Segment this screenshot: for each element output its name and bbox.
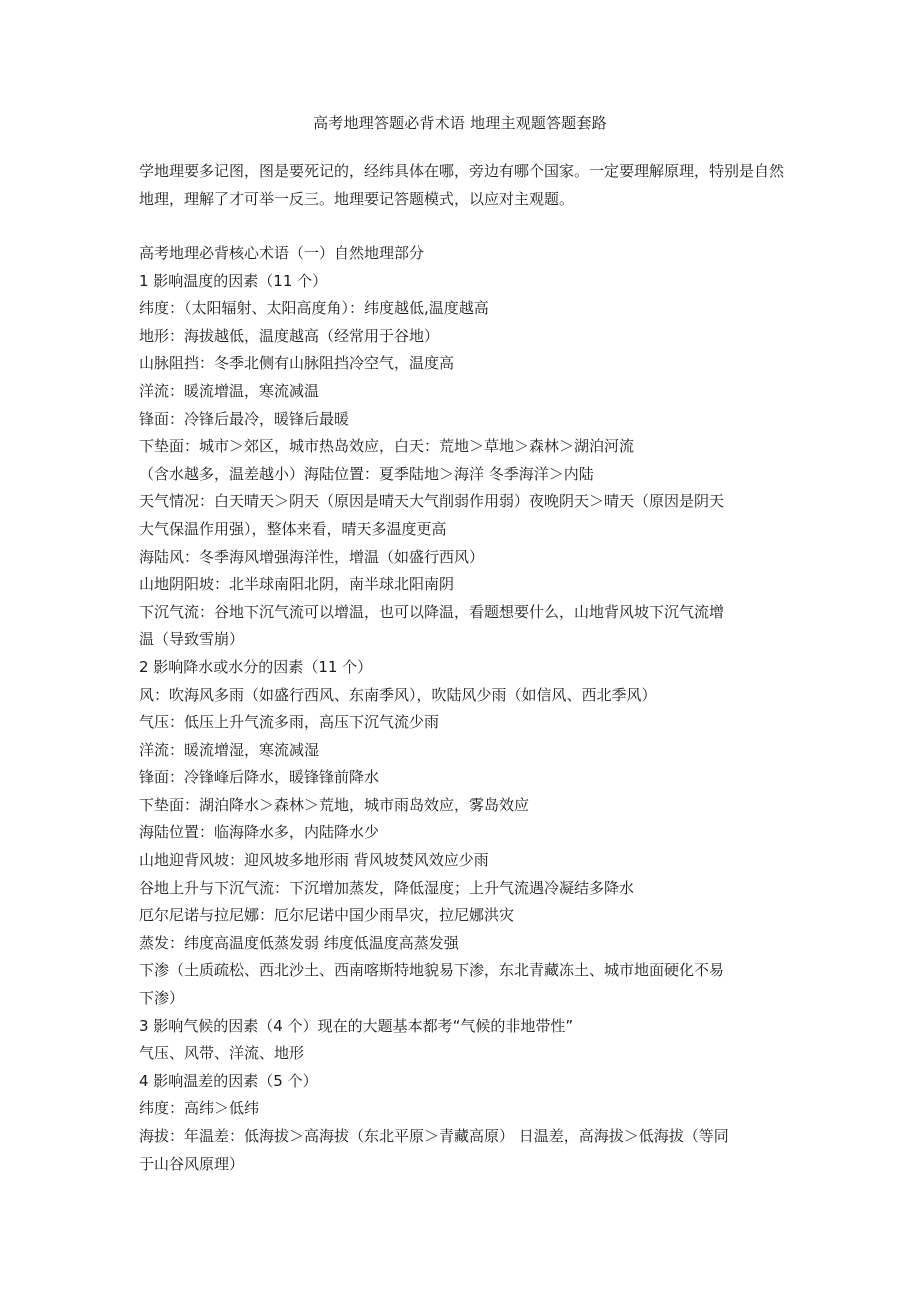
text-line: 锋面：冷锋后最冷，暖锋后最暖 — [139, 409, 350, 428]
text-line: 下渗） — [139, 989, 185, 1008]
text-line: 海陆风：冬季海风增强海洋性，增温（如盛行西风） — [139, 547, 485, 566]
text-line: 洋流：暖流增湿，寒流减湿 — [139, 740, 320, 759]
text-line: 蒸发：纬度高温度低蒸发弱 纬度低温度高蒸发强 — [139, 933, 459, 952]
subsection-heading: 2 影响降水或水分的因素（11 个） — [139, 657, 373, 676]
subsection-heading: 4 影响温差的因素（5 个） — [139, 1071, 318, 1090]
text-line: 厄尔尼诺与拉尼娜：厄尔尼诺中国少雨旱灾，拉尼娜洪灾 — [139, 906, 515, 925]
text-line: 洋流：暖流增温，寒流减温 — [139, 381, 320, 400]
text-line: 温（导致雪崩） — [139, 630, 245, 649]
text-line: 山脉阻挡：冬季北侧有山脉阻挡冷空气，温度高 — [139, 354, 455, 373]
text-line: 纬度：（太阳辐射、太阳高度角）：纬度越低,温度越高 — [139, 299, 489, 318]
text-line: 山地阴阳坡：北半球南阳北阴，南半球北阳南阴 — [139, 575, 455, 594]
text-line: 气压、风带、洋流、地形 — [139, 1044, 305, 1063]
text-line: 下沉气流：谷地下沉气流可以增温，也可以降温，看题想要什么，山地背风坡下沉气流增 — [139, 602, 725, 621]
document-title: 高考地理答题必背术语 地理主观题答题套路 — [313, 114, 607, 132]
text-line: 海陆位置：临海降水多，内陆降水少 — [139, 823, 380, 842]
text-line: 气压：低压上升气流多雨，高压下沉气流少雨 — [139, 713, 440, 732]
text-line: 风：吹海风多雨（如盛行西风、东南季风），吹陆风少雨（如信风、西北季风） — [139, 685, 657, 704]
content-lines — [139, 240, 789, 1178]
text-line: 天气情况：白天晴天＞阴天（原因是晴天大气削弱作用弱）夜晚阴天＞晴天（原因是阴天 — [139, 492, 725, 511]
text-line: 海拔：年温差：低海拔＞高海拔（东北平原＞青藏高原） 日温差，高海拔＞低海拔（等同 — [139, 1127, 729, 1145]
text-line: （含水越多，温差越小）海陆位置：夏季陆地＞海洋 冬季海洋＞内陆 — [139, 464, 594, 483]
text-line: 下垫面：湖泊降水＞森林＞荒地，城市雨岛效应，雾岛效应 — [139, 795, 530, 814]
subsection-heading: 1 影响温度的因素（11 个） — [139, 271, 328, 290]
text-line: 下垫面：城市＞郊区，城市热岛效应，白天：荒地＞草地＞森林＞湖泊河流 — [139, 437, 635, 456]
text-line: 下渗（土质疏松、西北沙土、西南喀斯特地貌易下渗，东北青藏冻土、城市地面硬化不易 — [139, 961, 725, 980]
text-line: 山地迎背风坡：迎风坡多地形雨 背风坡焚风效应少雨 — [139, 851, 489, 870]
section-heading: 高考地理必背核心术语（一）自然地理部分 — [139, 244, 425, 262]
text-line: 大气保温作用强），整体来看，晴天多温度更高 — [139, 519, 447, 538]
text-line: 谷地上升与下沉气流：下沉增加蒸发，降低湿度；上升气流遇冷凝结多降水 — [139, 878, 635, 897]
intro-paragraph: 学地理要多记图，图是要死记的，经纬具体在哪，旁边有哪个国家。一定要理解原理，特别是自然地理，理解了才可举一反三。地理要记答题模式，以应对主观题。 — [139, 162, 785, 208]
text-line: 地形：海拔越低，温度越高（经常用于谷地） — [139, 326, 440, 345]
text-line: 锋面：冷锋峰后降水，暖锋锋前降水 — [139, 768, 380, 787]
text-line: 于山谷风原理） — [139, 1154, 245, 1173]
subsection-heading: 3 影响气候的因素（4 个）现在的大题基本都考“气候的非地带性” — [139, 1016, 574, 1035]
text-line: 纬度：高纬＞低纬 — [139, 1099, 260, 1118]
